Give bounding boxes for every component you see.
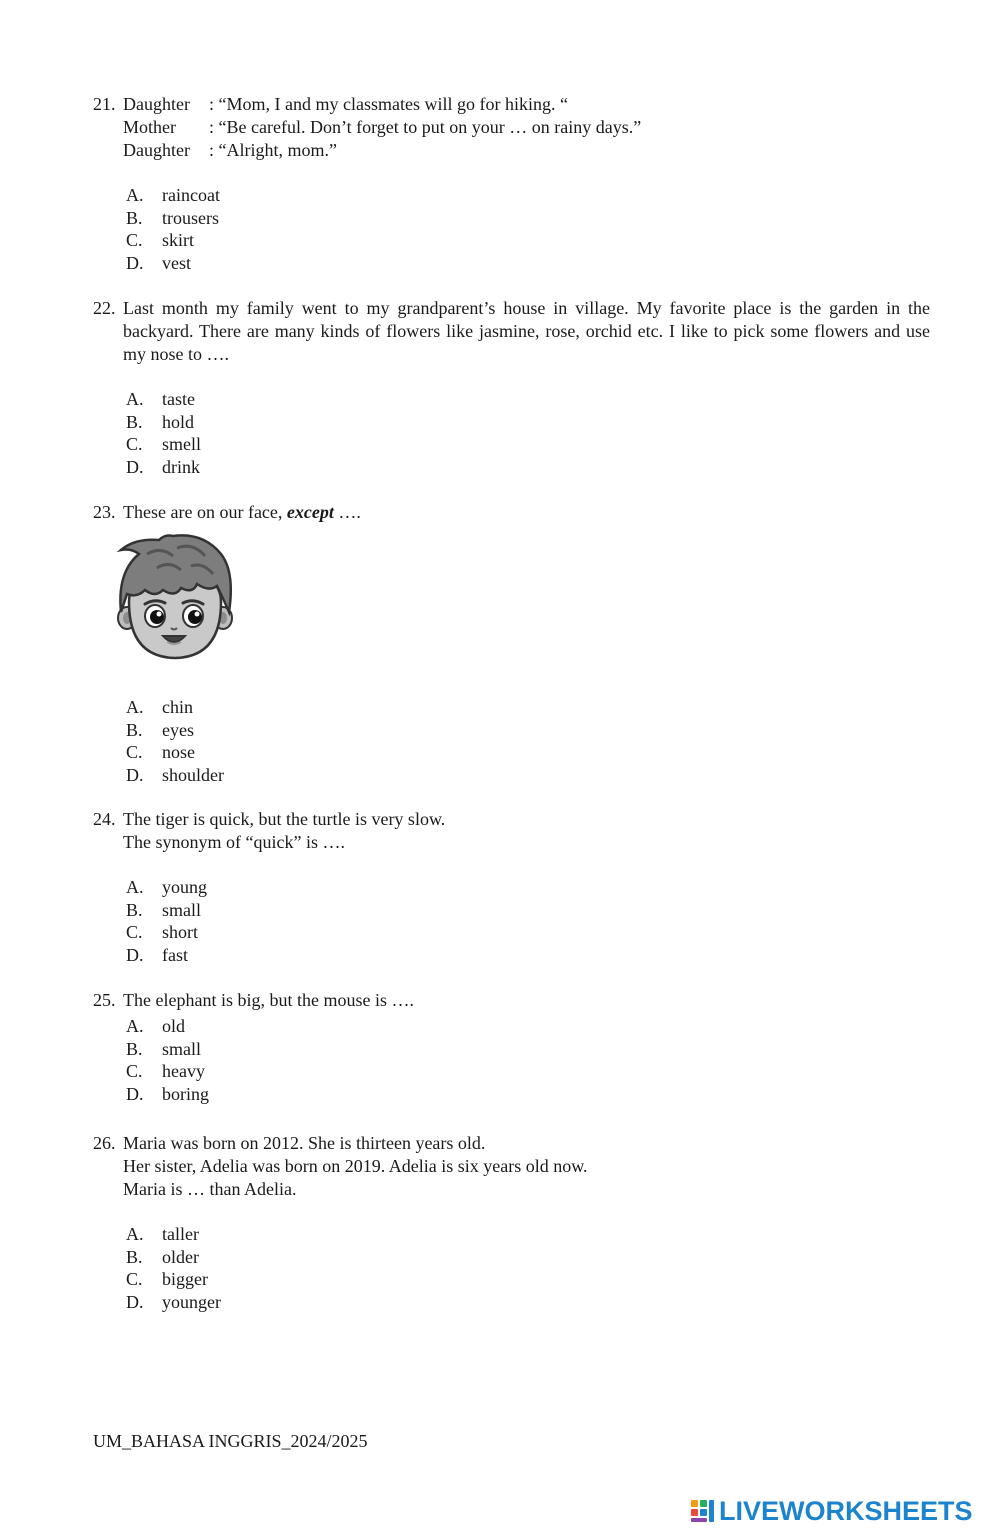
option-text: taste	[162, 389, 195, 409]
option-letter: D.	[126, 765, 144, 786]
option-letter: B.	[126, 411, 143, 432]
dialog-speaker: Daughter	[123, 140, 190, 160]
question-line: The synonym of “quick” is ….	[123, 832, 345, 852]
option-c[interactable]	[126, 1060, 933, 1083]
option-a[interactable]	[126, 696, 933, 719]
dialog-line: : “Be careful. Don’t forget to put on your … on rainy days.”	[209, 117, 642, 137]
dialog-row	[123, 116, 933, 139]
dialog-row	[123, 93, 933, 116]
option-text: smell	[162, 434, 201, 455]
question-text: Last month my family went to my grandparent’s house in village. My favorite place is the garden in the backyard. There are many kinds of flowers like jasmine, rose, orchid etc. I like to pick some flowers and use my nose to ….	[123, 298, 930, 364]
question-line: Maria is … than Adelia.	[123, 1179, 297, 1199]
options-list	[126, 1223, 933, 1314]
question-25	[93, 989, 933, 1106]
option-d[interactable]	[126, 1083, 933, 1106]
question-number: 23.	[93, 502, 116, 522]
options-list	[126, 876, 933, 967]
option-letter: B.	[126, 1038, 143, 1059]
question-text	[123, 501, 933, 524]
option-d[interactable]	[126, 456, 933, 479]
option-text: small	[162, 899, 201, 920]
option-c[interactable]	[126, 433, 933, 456]
option-b[interactable]	[126, 899, 933, 922]
question-21	[93, 93, 933, 275]
option-letter: B.	[126, 899, 143, 920]
options-list	[126, 184, 933, 275]
option-letter: A.	[126, 185, 144, 205]
option-text: young	[162, 877, 207, 897]
option-text: taller	[162, 1224, 199, 1244]
question-number: 26.	[93, 1133, 116, 1153]
option-letter: A.	[126, 1224, 144, 1244]
option-text: drink	[162, 457, 200, 478]
question-body	[123, 808, 933, 854]
option-text: small	[162, 1038, 201, 1059]
question-number: 22.	[93, 298, 116, 318]
question-number: 21.	[93, 94, 116, 114]
option-c[interactable]	[126, 229, 933, 252]
boy-face-icon	[113, 532, 233, 662]
option-b[interactable]	[126, 1246, 933, 1269]
option-text: hold	[162, 411, 195, 432]
dialog-row	[123, 139, 933, 162]
dialog-line: : “Alright, mom.”	[209, 140, 337, 160]
option-text: raincoat	[162, 185, 220, 205]
option-text: older	[162, 1246, 199, 1267]
option-text: eyes	[162, 719, 194, 740]
brand-text: LIVEWORKSHEETS	[719, 1495, 973, 1526]
option-text: vest	[162, 253, 191, 274]
option-a[interactable]	[126, 388, 933, 411]
option-c[interactable]	[126, 741, 933, 764]
liveworksheets-logo-icon	[690, 1498, 716, 1524]
option-a[interactable]	[126, 1015, 933, 1038]
option-letter: D.	[126, 945, 144, 966]
option-letter: D.	[126, 253, 144, 274]
option-letter: A.	[126, 877, 144, 897]
options-list	[126, 696, 933, 787]
question-body	[123, 1132, 933, 1201]
option-a[interactable]	[126, 876, 933, 899]
boy-face-illustration	[113, 532, 233, 662]
option-text: chin	[162, 697, 193, 717]
option-letter: B.	[126, 719, 143, 740]
option-a[interactable]	[126, 1223, 933, 1246]
option-letter: A.	[126, 389, 144, 409]
option-d[interactable]	[126, 764, 933, 787]
option-d[interactable]	[126, 252, 933, 275]
question-line: The elephant is big, but the mouse is ….	[123, 990, 414, 1010]
question-line: The tiger is quick, but the turtle is very slow.	[123, 809, 446, 829]
option-c[interactable]	[126, 1268, 933, 1291]
option-letter: B.	[126, 207, 143, 228]
question-body	[123, 93, 933, 162]
question-emphasis: except	[286, 502, 334, 522]
dialog-line: : “Mom, I and my classmates will go for hiking. “	[209, 94, 568, 114]
option-b[interactable]	[126, 411, 933, 434]
option-d[interactable]	[126, 1291, 933, 1314]
option-b[interactable]	[126, 1038, 933, 1061]
option-letter: D.	[126, 457, 144, 478]
liveworksheets-brand[interactable]	[690, 1494, 973, 1528]
option-letter: A.	[126, 697, 144, 717]
question-line: Maria was born on 2012. She is thirteen years old.	[123, 1133, 486, 1153]
option-letter: D.	[126, 1084, 144, 1105]
question-22	[93, 297, 933, 479]
dialog-speaker: Mother	[123, 117, 176, 137]
option-letter: C.	[126, 434, 143, 455]
page-footer: UM_BAHASA INGGRIS_2024/2025	[93, 1431, 368, 1451]
option-letter: C.	[126, 1269, 143, 1290]
option-letter: C.	[126, 922, 143, 943]
question-text-before: These are on our face,	[123, 502, 287, 522]
options-list	[126, 1015, 933, 1106]
question-line: Her sister, Adelia was born on 2019. Adelia is six years old now.	[123, 1156, 588, 1176]
option-text: old	[162, 1016, 186, 1036]
option-letter: A.	[126, 1016, 144, 1036]
option-letter: C.	[126, 230, 143, 251]
question-text-after: ….	[333, 502, 361, 522]
option-text: nose	[162, 742, 195, 763]
option-text: trousers	[162, 207, 219, 228]
option-text: heavy	[162, 1061, 205, 1082]
question-26	[93, 1132, 933, 1314]
options-list	[126, 388, 933, 479]
option-d[interactable]	[126, 944, 933, 967]
option-a[interactable]	[126, 184, 933, 207]
option-letter: C.	[126, 742, 143, 763]
option-letter: B.	[126, 1246, 143, 1267]
question-number: 25.	[93, 990, 116, 1010]
option-text: fast	[162, 945, 188, 966]
option-text: younger	[162, 1292, 221, 1313]
option-letter: D.	[126, 1292, 144, 1313]
option-text: skirt	[162, 230, 195, 251]
option-text: short	[162, 922, 198, 943]
dialog-speaker: Daughter	[123, 94, 190, 114]
question-body	[123, 989, 933, 1012]
option-text: shoulder	[162, 765, 224, 786]
option-text: bigger	[162, 1269, 208, 1290]
question-24	[93, 808, 933, 967]
question-number: 24.	[93, 809, 116, 829]
question-23	[93, 501, 933, 787]
option-letter: C.	[126, 1061, 143, 1082]
option-b[interactable]	[126, 719, 933, 742]
option-b[interactable]	[126, 207, 933, 230]
option-text: boring	[162, 1084, 209, 1105]
option-c[interactable]	[126, 921, 933, 944]
